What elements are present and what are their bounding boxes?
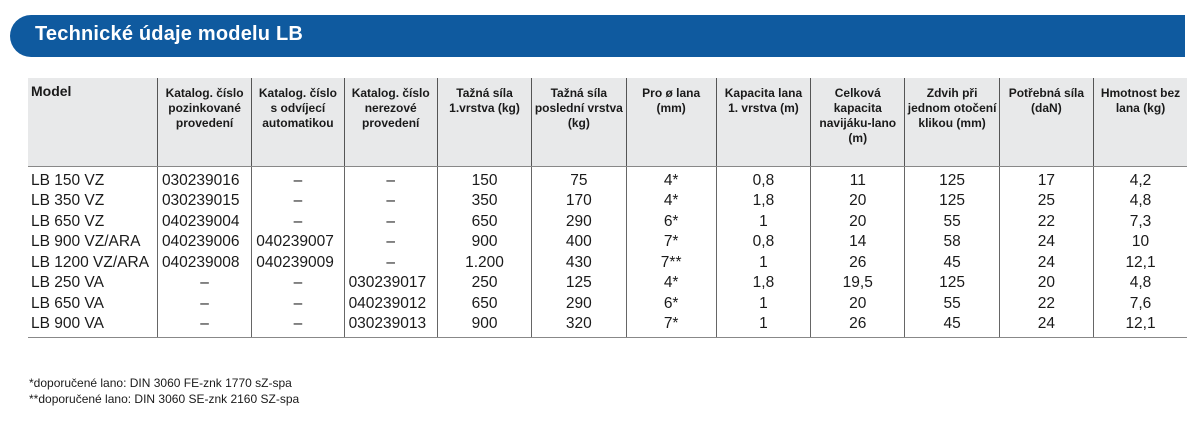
table-cell: – bbox=[252, 212, 344, 233]
table-cell: 22 bbox=[999, 294, 1093, 315]
column-header: Tažná síla 1.vrstva (kg) bbox=[437, 78, 531, 166]
table-cell: 24 bbox=[999, 232, 1093, 253]
table-cell: 030239016 bbox=[157, 166, 251, 191]
table-cell: 6* bbox=[626, 294, 716, 315]
table-cell: 11 bbox=[811, 166, 905, 191]
table-row bbox=[28, 191, 1187, 212]
column-header: Kapacita lana 1. vrstva (m) bbox=[716, 78, 810, 166]
column-header: Pro ø lana (mm) bbox=[626, 78, 716, 166]
page-title: Technické údaje modelu LB bbox=[35, 23, 304, 45]
table-cell: – bbox=[157, 273, 251, 294]
table-cell: 125 bbox=[532, 273, 626, 294]
table-cell: 650 bbox=[437, 212, 531, 233]
table-cell: 1 bbox=[716, 253, 810, 274]
table-cell: 0,8 bbox=[716, 166, 810, 191]
table-cell: 030239015 bbox=[157, 191, 251, 212]
table-cell: 7* bbox=[626, 314, 716, 337]
table-cell: – bbox=[344, 191, 437, 212]
table-cell: 350 bbox=[437, 191, 531, 212]
column-header: Katalog. číslo s odvíjecí automatikou bbox=[252, 78, 344, 166]
spec-table bbox=[28, 78, 1187, 338]
table-cell: 10 bbox=[1094, 232, 1187, 253]
table-cell: 900 bbox=[437, 314, 531, 337]
table-cell: 290 bbox=[532, 212, 626, 233]
column-header: Tažná síla poslední vrstva (kg) bbox=[532, 78, 626, 166]
table-cell: 55 bbox=[905, 212, 999, 233]
table-row bbox=[28, 212, 1187, 233]
table-cell: 1,8 bbox=[716, 191, 810, 212]
table-cell: 040239007 bbox=[252, 232, 344, 253]
table-cell: 4* bbox=[626, 191, 716, 212]
table-cell: 040239006 bbox=[157, 232, 251, 253]
table-cell: 7,6 bbox=[1094, 294, 1187, 315]
table-cell: 150 bbox=[437, 166, 531, 191]
column-header: Celková kapacita navijáku-lano (m) bbox=[811, 78, 905, 166]
table-cell: 4,2 bbox=[1094, 166, 1187, 191]
table-row bbox=[28, 314, 1187, 337]
table-cell: 040239009 bbox=[252, 253, 344, 274]
table-cell: 7* bbox=[626, 232, 716, 253]
table-cell: – bbox=[252, 166, 344, 191]
column-header: Hmotnost bez lana (kg) bbox=[1094, 78, 1187, 166]
table-cell: 20 bbox=[811, 191, 905, 212]
footnote: *doporučené lano: DIN 3060 FE-znk 1770 sZ-spa bbox=[29, 376, 292, 390]
column-header: Model bbox=[28, 78, 157, 166]
table-cell: 17 bbox=[999, 166, 1093, 191]
header-row bbox=[28, 78, 1187, 166]
footnote: **doporučené lano: DIN 3060 SE-znk 2160 SZ-spa bbox=[29, 392, 300, 406]
model-cell: LB 650 VZ bbox=[31, 212, 105, 230]
model-cell: LB 900 VA bbox=[28, 314, 157, 337]
table-cell: – bbox=[344, 253, 437, 274]
column-header: Katalog. číslo nerezové provedení bbox=[344, 78, 437, 166]
table-cell: – bbox=[157, 314, 251, 337]
table-cell: – bbox=[252, 314, 344, 337]
table-cell: 45 bbox=[905, 253, 999, 274]
table-cell: 75 bbox=[532, 166, 626, 191]
table-cell: – bbox=[252, 191, 344, 212]
table-cell: 4,8 bbox=[1094, 273, 1187, 294]
table-cell: 12,1 bbox=[1094, 314, 1187, 337]
table-cell: – bbox=[252, 273, 344, 294]
table-cell: – bbox=[344, 212, 437, 233]
table-cell: 1 bbox=[716, 314, 810, 337]
table-row bbox=[28, 253, 1187, 274]
table-cell: 400 bbox=[532, 232, 626, 253]
table-cell: 1.200 bbox=[437, 253, 531, 274]
table-cell: 0,8 bbox=[716, 232, 810, 253]
table-cell: 900 bbox=[437, 232, 531, 253]
table-cell: 45 bbox=[905, 314, 999, 337]
table-cell: 58 bbox=[905, 232, 999, 253]
table-body bbox=[28, 166, 1187, 337]
model-cell: LB 650 VA bbox=[31, 294, 104, 312]
model-cell: LB 350 VZ bbox=[31, 192, 105, 210]
table-cell: 040239004 bbox=[157, 212, 251, 233]
table-cell: 125 bbox=[905, 191, 999, 212]
table-cell: – bbox=[344, 166, 437, 191]
table-cell: 26 bbox=[811, 253, 905, 274]
table-cell: 030239013 bbox=[344, 314, 437, 337]
table-cell: 20 bbox=[811, 212, 905, 233]
table-cell: 4,8 bbox=[1094, 191, 1187, 212]
table-row bbox=[28, 273, 1187, 294]
table-cell: 25 bbox=[999, 191, 1093, 212]
table-cell: 14 bbox=[811, 232, 905, 253]
title-banner bbox=[10, 15, 1185, 57]
table-cell: 7** bbox=[626, 253, 716, 274]
table-cell: 6* bbox=[626, 212, 716, 233]
table-row bbox=[28, 294, 1187, 315]
model-cell: LB 1200 VZ/ARA bbox=[31, 253, 150, 271]
column-header: Katalog. číslo pozinkované provedení bbox=[157, 78, 251, 166]
table-cell: 1 bbox=[716, 212, 810, 233]
table-cell: 55 bbox=[905, 294, 999, 315]
table-cell: 125 bbox=[905, 166, 999, 191]
table-cell: 650 bbox=[437, 294, 531, 315]
table-cell: – bbox=[252, 294, 344, 315]
model-cell: LB 250 VA bbox=[31, 274, 104, 292]
table-cell: 040239012 bbox=[344, 294, 437, 315]
table-cell: 1 bbox=[716, 294, 810, 315]
table-cell: 20 bbox=[999, 273, 1093, 294]
table-cell: 4* bbox=[626, 273, 716, 294]
model-cell: LB 900 VZ/ARA bbox=[31, 233, 141, 251]
table-cell: 250 bbox=[437, 273, 531, 294]
table-cell: 1,8 bbox=[716, 273, 810, 294]
model-cell: LB 150 VZ bbox=[31, 171, 105, 189]
table-row bbox=[28, 232, 1187, 253]
table-cell: 7,3 bbox=[1094, 212, 1187, 233]
column-header: Zdvih při jednom otočení klikou (mm) bbox=[905, 78, 999, 166]
table-cell: 19,5 bbox=[811, 273, 905, 294]
table-cell: 26 bbox=[811, 314, 905, 337]
table-cell: – bbox=[344, 232, 437, 253]
table-cell: 22 bbox=[999, 212, 1093, 233]
table-cell: 125 bbox=[905, 273, 999, 294]
table-cell: 170 bbox=[532, 191, 626, 212]
table-cell: 24 bbox=[999, 314, 1093, 337]
table-cell: 290 bbox=[532, 294, 626, 315]
table-cell: 040239008 bbox=[157, 253, 251, 274]
table-cell: 320 bbox=[532, 314, 626, 337]
table-cell: – bbox=[157, 294, 251, 315]
table-cell: 20 bbox=[811, 294, 905, 315]
table-row bbox=[28, 166, 1187, 191]
table-cell: 430 bbox=[532, 253, 626, 274]
table-cell: 4* bbox=[626, 166, 716, 191]
column-header: Potřebná síla (daN) bbox=[999, 78, 1093, 166]
table-cell: 030239017 bbox=[344, 273, 437, 294]
table-cell: 24 bbox=[999, 253, 1093, 274]
footnotes bbox=[29, 375, 299, 407]
table-cell: 12,1 bbox=[1094, 253, 1187, 274]
